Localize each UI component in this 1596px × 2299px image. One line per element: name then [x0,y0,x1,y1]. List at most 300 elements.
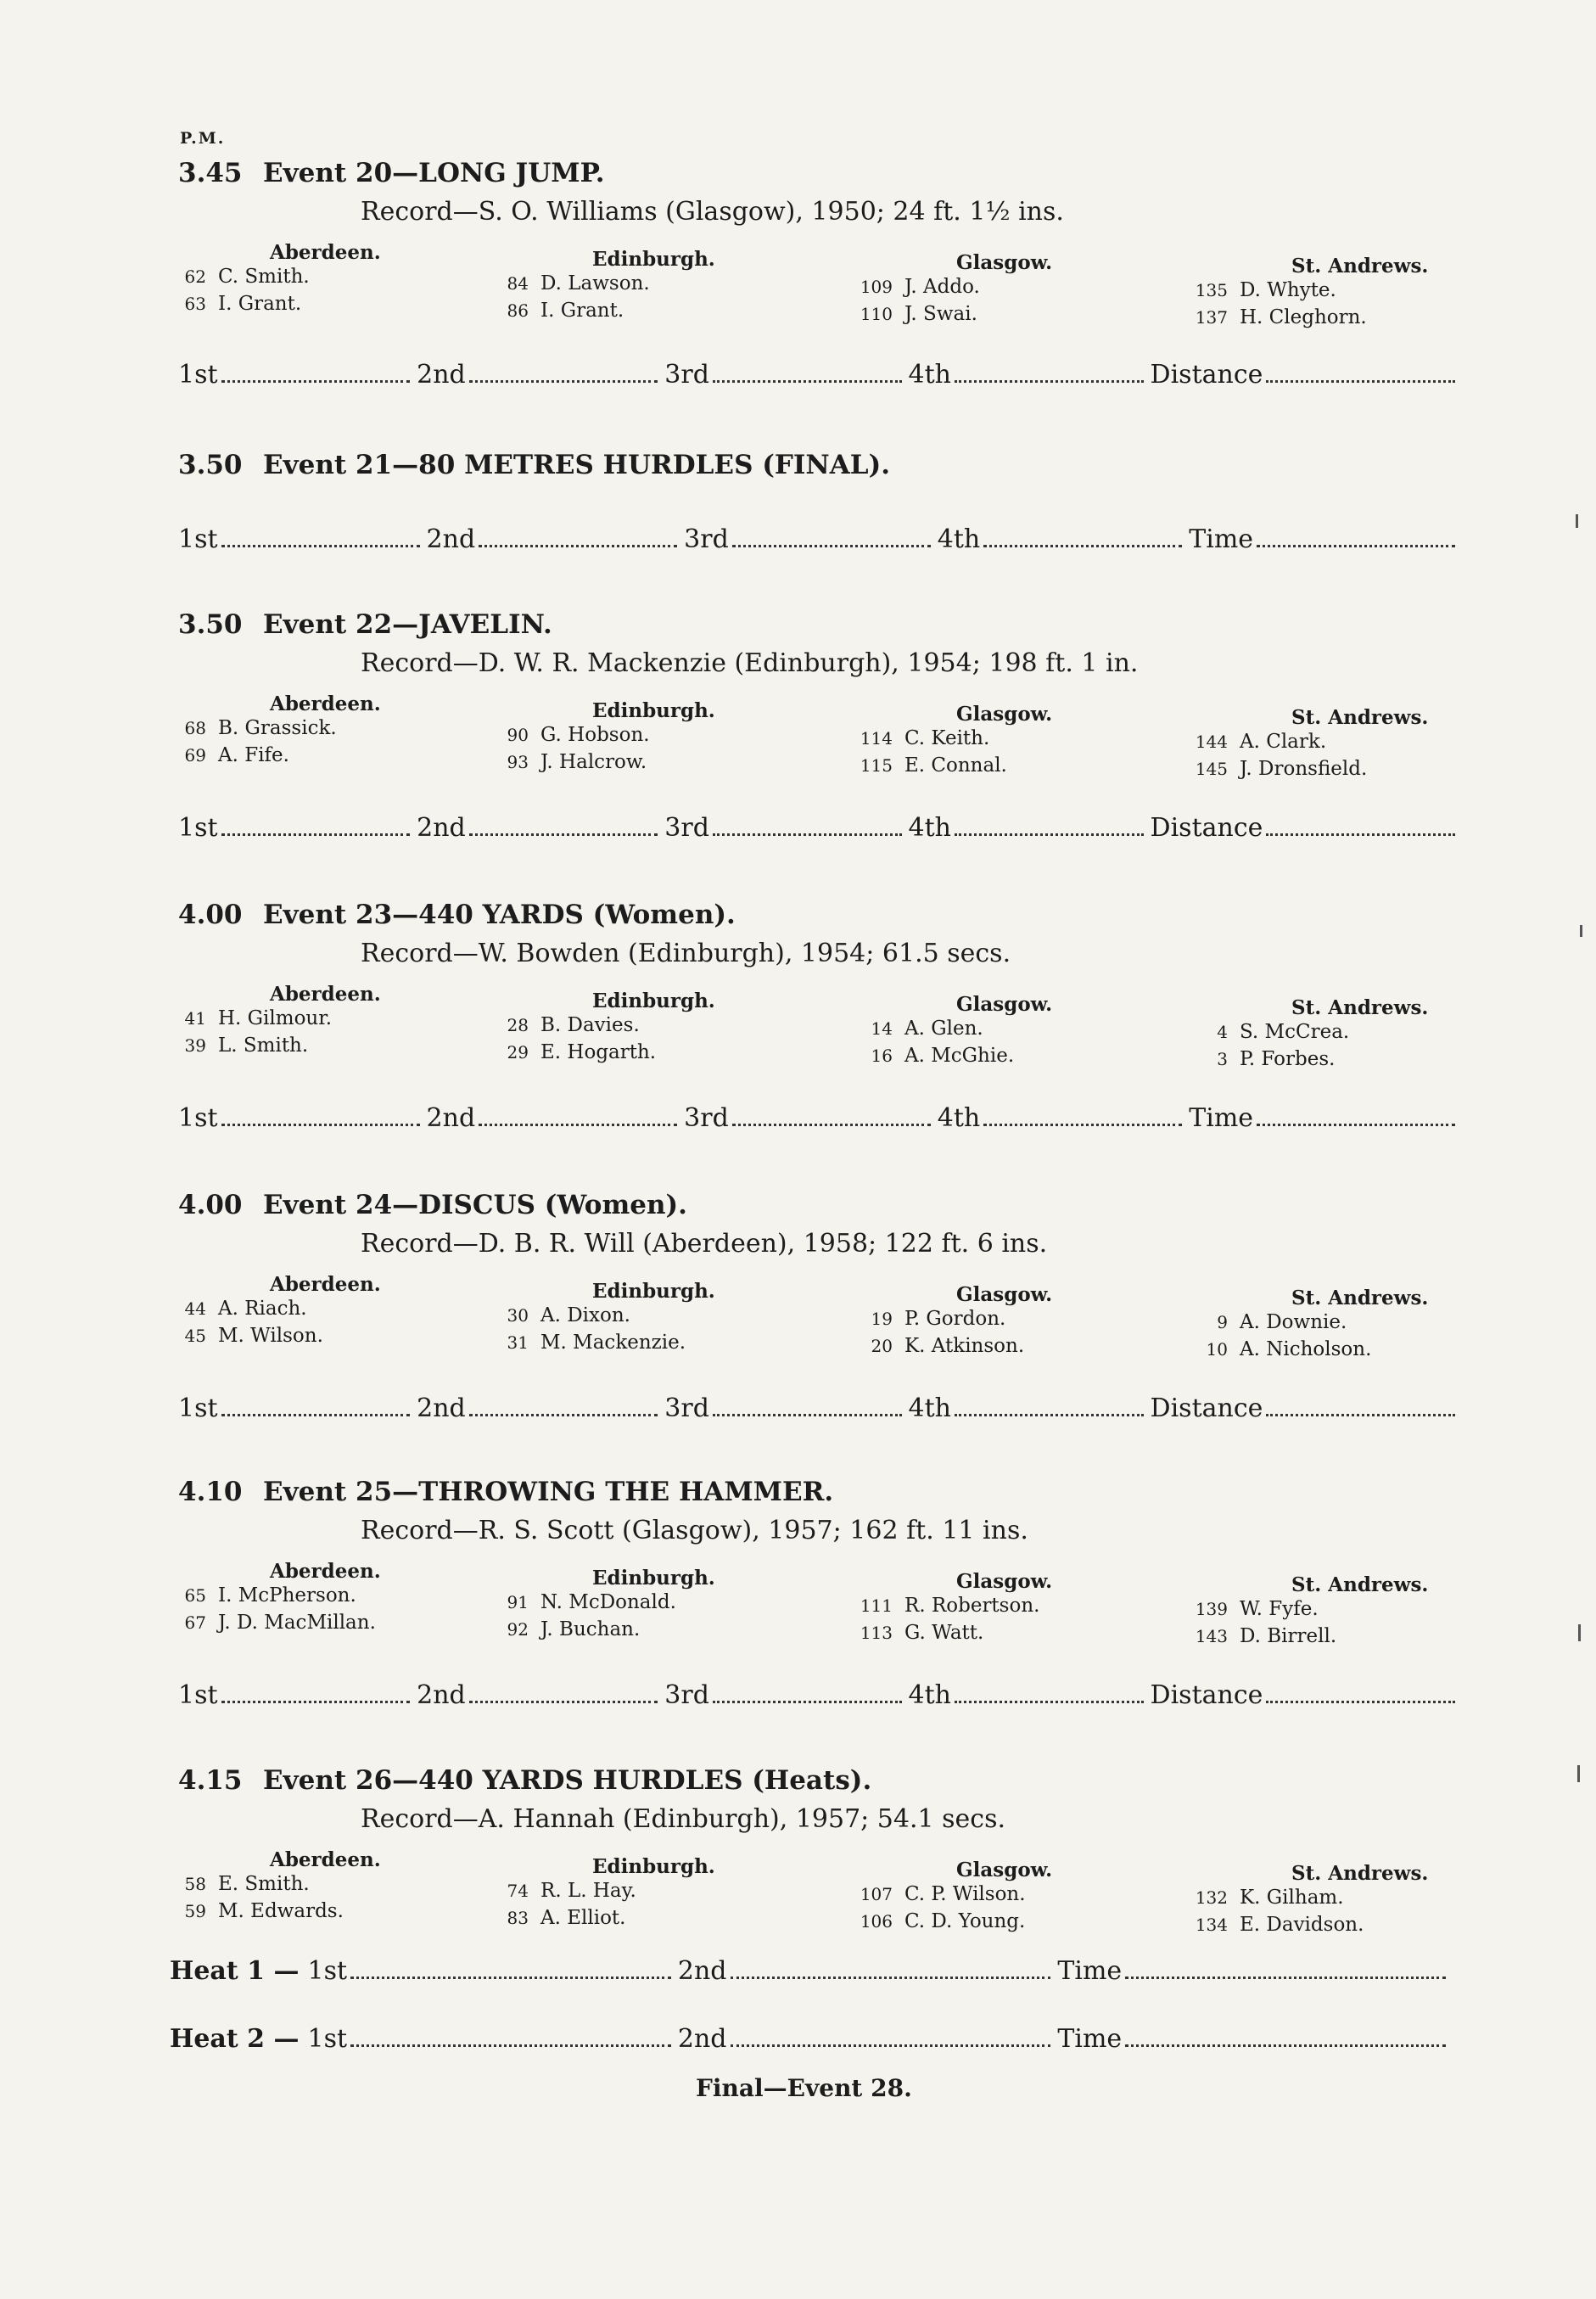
competitor-name: M. Edwards. [218,1900,344,1922]
university-column [1194,1287,1428,1365]
result-blank[interactable] [732,1124,931,1126]
competitor-name: D. Birrell. [1240,1625,1337,1647]
competitor-row [495,1880,715,1907]
result-blank[interactable] [469,1701,658,1703]
competitor-number: 132 [1195,1887,1228,1908]
event-record: Record—R. S. Scott (Glasgow), 1957; 162 ft. 11 ins. [361,1516,1028,1545]
competitor-name: E. Hogarth. [540,1041,657,1063]
competitor-row [495,1041,715,1068]
competitor-name: D. Lawson. [540,272,650,294]
event-time: 3.45 [178,158,243,188]
competitor-name: G. Watt. [904,1622,984,1644]
result-blank[interactable] [1266,380,1455,383]
competitor-number: 86 [507,300,529,321]
result-label: 1st [178,1103,218,1133]
university-heading: St. Andrews. [1291,255,1429,278]
pm-label: P.M. [180,129,226,148]
competitor-name: W. Fyfe. [1240,1598,1319,1620]
result-blank[interactable] [713,833,902,836]
margin-mark [1577,1765,1580,1782]
competitor-number: 114 [860,728,893,749]
result-label: 4th [937,524,981,554]
competitor-name: I. Grant. [540,300,624,322]
result-blank[interactable] [1266,1414,1455,1416]
result-label: Distance [1150,1393,1263,1423]
result-blank[interactable] [221,833,411,836]
result-blank[interactable] [469,833,658,836]
result-blank[interactable] [479,545,677,547]
event-heading [178,1190,687,1220]
competitor-row [172,1900,381,1927]
university-column [1194,706,1428,785]
competitor-number: 16 [871,1046,893,1066]
competitor-name: I. Grant. [218,293,302,315]
event-title: Event 23—440 YARDS (Women). [263,900,736,930]
event-heading [178,450,890,480]
competitor-row [172,717,381,744]
competitor-name: M. Mackenzie. [540,1332,686,1354]
result-label: 1st [178,1393,218,1423]
result-blank[interactable] [713,1414,902,1416]
result-line [178,1103,1455,1133]
result-blank[interactable] [1266,1701,1455,1703]
university-column [859,703,1052,782]
competitor-number: 91 [507,1592,529,1612]
competitor-name: K. Gilham. [1240,1887,1344,1909]
competitor-number: 31 [507,1332,529,1353]
competitor-row [1194,1914,1428,1941]
university-heading: Edinburgh. [592,990,715,1012]
competitor-number: 93 [507,752,529,772]
competitor-name: B. Davies. [540,1014,640,1036]
competitor-number: 30 [507,1305,529,1326]
competitor-number: 29 [507,1042,529,1063]
competitor-row [172,744,381,771]
competitor-row [1194,758,1428,785]
result-blank[interactable] [1257,1124,1455,1126]
university-heading: St. Andrews. [1291,1862,1429,1885]
university-heading: Glasgow. [956,1570,1053,1593]
competitor-name: J. Swai. [904,303,977,325]
competitor-name: P. Forbes. [1240,1048,1336,1070]
event-heading [178,900,736,930]
competitor-number: 67 [184,1612,206,1633]
competitor-name: C. Keith. [904,727,990,749]
heat-field-label: Time [1057,2024,1123,2054]
competitor-row [1194,1598,1428,1625]
result-label: 3rd [664,1680,709,1710]
result-label: 2nd [417,813,466,843]
event-time: 4.00 [178,900,243,930]
competitor-row [495,1304,715,1332]
university-column [495,1280,715,1359]
result-blank[interactable] [955,1414,1144,1416]
competitor-number: 109 [860,277,893,297]
event-heading [178,158,605,188]
result-blank[interactable] [221,380,411,383]
competitor-row [1194,306,1428,334]
competitor-name: A. Nicholson. [1240,1338,1372,1360]
result-label: 4th [908,360,951,390]
result-label: 3rd [684,1103,729,1133]
competitor-name: J. Halcrow. [540,751,647,773]
competitor-name: C. D. Young. [904,1910,1026,1932]
event-title: Event 21—80 METRES HURDLES (FINAL). [263,450,891,480]
competitor-number: 139 [1195,1599,1228,1619]
competitor-name: A. Glen. [904,1018,983,1040]
competitor-row [495,300,715,327]
competitor-name: K. Atkinson. [904,1335,1025,1357]
university-column [1194,255,1428,334]
university-heading: Edinburgh. [592,1855,715,1878]
result-label: 2nd [426,1103,476,1133]
competitor-name: N. McDonald. [540,1591,676,1613]
competitor-name: A. Clark. [1240,731,1327,753]
competitor-number: 135 [1195,280,1228,300]
competitor-row [495,1618,715,1646]
heat-field-label: Time [1057,1956,1123,1986]
university-column [172,1273,381,1352]
event-time: 4.10 [178,1477,243,1507]
event-record: Record—D. B. R. Will (Aberdeen), 1958; 122 ft. 6 ins. [361,1229,1048,1259]
competitor-row [859,1622,1052,1649]
result-blank[interactable] [732,545,931,547]
event-time: 4.15 [178,1765,243,1796]
result-blank[interactable] [469,380,658,383]
competitor-row [172,293,381,320]
competitor-row [495,1332,715,1359]
competitor-row [172,1298,381,1325]
event-title: Event 25—THROWING THE HAMMER. [263,1477,834,1507]
result-label: 3rd [664,813,709,843]
competitor-name: E. Smith. [218,1873,310,1895]
competitor-row [1194,279,1428,306]
result-label: Distance [1150,360,1263,390]
competitor-number: 74 [507,1881,529,1901]
competitor-row [495,272,715,300]
event-title: Event 22—JAVELIN. [263,609,552,640]
university-heading: Edinburgh. [592,1567,715,1590]
result-blank[interactable] [713,380,902,383]
event-time: 4.00 [178,1190,243,1220]
competitor-name: A. Elliot. [540,1907,626,1929]
competitor-number: 145 [1195,759,1228,779]
competitor-number: 39 [184,1035,206,1056]
competitor-number: 137 [1195,307,1228,328]
competitor-number: 106 [860,1911,893,1932]
university-column [859,993,1052,1072]
heat-label: Heat 1 — [170,1956,300,1986]
competitor-row [859,1308,1052,1335]
competitor-row [859,1595,1052,1622]
competitor-row [859,303,1052,330]
event-heading [178,609,552,640]
result-blank[interactable] [713,1701,902,1703]
competitor-name: A. Downie. [1240,1311,1347,1333]
competitor-number: 92 [507,1619,529,1640]
competitor-row [859,754,1052,782]
university-heading: Edinburgh. [592,699,715,722]
result-label: 2nd [417,1393,466,1423]
competitor-row [1194,1887,1428,1914]
event-heading [178,1477,833,1507]
competitor-name: J. Dronsfield. [1240,758,1368,780]
competitor-row [172,1035,381,1062]
competitor-row [495,724,715,751]
competitor-row [172,1584,381,1612]
university-column [495,990,715,1068]
competitor-name: J. Buchan. [540,1618,641,1640]
result-blank[interactable] [479,1124,677,1126]
university-heading: Glasgow. [956,703,1053,726]
heat-field-label: 1st [307,1956,348,1986]
heat-blank[interactable] [731,2044,1051,2047]
university-column [172,241,381,320]
result-blank[interactable] [221,1414,411,1416]
heat-blank[interactable] [350,2044,671,2047]
university-column [1194,1862,1428,1941]
university-heading: Aberdeen. [270,693,381,715]
competitor-number: 113 [860,1623,893,1643]
result-line [178,524,1455,554]
competitor-number: 65 [184,1585,206,1606]
competitor-name: A. Dixon. [540,1304,630,1326]
result-line [178,360,1455,390]
university-heading: St. Andrews. [1291,996,1429,1019]
result-label: 1st [178,1680,218,1710]
university-heading: Glasgow. [956,993,1053,1016]
event-time: 3.50 [178,450,243,480]
competitor-name: P. Gordon. [904,1308,1006,1330]
competitor-row [172,1612,381,1639]
result-label: Distance [1150,1680,1263,1710]
result-label: 3rd [684,524,729,554]
competitor-name: M. Wilson. [218,1325,323,1347]
university-column [1194,1573,1428,1652]
competitor-name: C. Smith. [218,266,310,288]
result-label: 2nd [426,524,476,554]
result-line [178,813,1455,843]
competitor-row [1194,1311,1428,1338]
result-label: 1st [178,813,218,843]
competitor-row [1194,731,1428,758]
competitor-row [859,727,1052,754]
heat-field-label: 2nd [677,2024,727,2054]
competitor-number: 144 [1195,732,1228,752]
competitor-number: 84 [507,273,529,294]
competitor-name: H. Gilmour. [218,1007,333,1029]
result-label: 1st [178,524,218,554]
university-column [172,1560,381,1639]
competitor-row [495,1014,715,1041]
heat-blank[interactable] [731,1977,1051,1979]
competitor-row [1194,1338,1428,1365]
university-heading: Edinburgh. [592,248,715,271]
competitor-row [172,266,381,293]
event-record: Record—S. O. Williams (Glasgow), 1950; 24 ft. 1½ ins. [361,197,1064,227]
competitor-row [859,1910,1052,1937]
event-time: 3.50 [178,609,243,640]
university-column [495,248,715,327]
margin-mark [1580,925,1582,937]
competitor-row [859,1018,1052,1045]
result-blank[interactable] [983,545,1182,547]
competitor-number: 63 [184,294,206,314]
heat-line [170,2024,1453,2054]
university-heading: Aberdeen. [270,1560,381,1583]
result-line [178,1393,1455,1423]
heat-blank[interactable] [1125,1977,1446,1979]
competitor-number: 68 [184,718,206,738]
competitor-number: 58 [184,1874,206,1894]
competitor-row [1194,1021,1428,1048]
university-heading: Edinburgh. [592,1280,715,1303]
university-heading: Glasgow. [956,1283,1053,1306]
university-column [495,1855,715,1934]
result-blank[interactable] [983,1124,1182,1126]
competitor-name: C. P. Wilson. [904,1883,1026,1905]
result-label: 2nd [417,360,466,390]
result-label: 4th [908,1393,951,1423]
university-column [859,251,1052,330]
competitor-row [172,1873,381,1900]
result-blank[interactable] [955,380,1144,383]
competitor-name: A. McGhie. [904,1045,1015,1067]
heat-field-label: 2nd [677,1956,727,1986]
competitor-name: A. Fife. [218,744,289,766]
university-heading: Aberdeen. [270,983,381,1006]
competitor-number: 44 [184,1298,206,1319]
competitor-number: 107 [860,1884,893,1904]
heat-line [170,1956,1453,1986]
competitor-row [172,1325,381,1352]
university-column [172,983,381,1062]
competitor-name: R. L. Hay. [540,1880,636,1902]
competitor-number: 41 [184,1008,206,1029]
competitor-number: 28 [507,1015,529,1035]
result-label: 4th [937,1103,981,1133]
competitor-number: 134 [1195,1915,1228,1935]
event-title: Event 24—DISCUS (Women). [263,1190,687,1220]
event-record: Record—W. Bowden (Edinburgh), 1954; 61.5 secs. [361,939,1011,968]
event-record: Record—D. W. R. Mackenzie (Edinburgh), 1954; 198 ft. 1 in. [361,648,1139,678]
event-title: Event 20—LONG JUMP. [263,158,605,188]
competitor-number: 19 [871,1309,893,1329]
event-title: Event 26—440 YARDS HURDLES (Heats). [263,1765,872,1796]
competitor-name: D. Whyte. [1240,279,1336,301]
competitor-number: 14 [871,1018,893,1039]
result-label: 4th [908,813,951,843]
competitor-number: 110 [860,304,893,324]
competitor-name: B. Grassick. [218,717,337,739]
result-blank[interactable] [221,1124,420,1126]
heat-blank[interactable] [1125,2044,1446,2047]
competitor-number: 115 [860,755,893,776]
result-blank[interactable] [221,545,420,547]
university-heading: Glasgow. [956,251,1053,274]
university-column [495,699,715,778]
competitor-name: I. McPherson. [218,1584,356,1606]
competitor-row [495,1907,715,1934]
university-column [859,1570,1052,1649]
result-label: Time [1189,524,1254,554]
university-heading: St. Andrews. [1291,1573,1429,1596]
competitor-row [859,276,1052,303]
result-label: Distance [1150,813,1263,843]
competitor-name: H. Cleghorn. [1240,306,1367,328]
competitor-row [172,1007,381,1035]
university-column [172,1848,381,1927]
result-blank[interactable] [1266,833,1455,836]
result-label: Time [1189,1103,1254,1133]
university-heading: Glasgow. [956,1859,1053,1881]
competitor-name: L. Smith. [218,1035,309,1057]
result-line [178,1680,1455,1710]
university-column [859,1283,1052,1362]
competitor-number: 3 [1217,1049,1228,1069]
result-blank[interactable] [955,833,1144,836]
competitor-number: 111 [860,1595,893,1616]
competitor-number: 4 [1217,1022,1228,1042]
competitor-row [495,751,715,778]
result-blank[interactable] [1257,545,1455,547]
competitor-number: 62 [184,266,206,287]
event-heading [178,1765,871,1796]
competitor-number: 20 [871,1336,893,1356]
university-column [1194,996,1428,1075]
result-blank[interactable] [221,1701,411,1703]
university-heading: Aberdeen. [270,1273,381,1296]
university-heading: Aberdeen. [270,1848,381,1871]
competitor-number: 143 [1195,1626,1228,1646]
competitor-name: R. Robertson. [904,1595,1040,1617]
university-column [495,1567,715,1646]
result-blank[interactable] [469,1414,658,1416]
result-label: 3rd [664,1393,709,1423]
result-label: 3rd [664,360,709,390]
competitor-name: J. D. MacMillan. [218,1612,376,1634]
competitor-row [859,1335,1052,1362]
competitor-number: 10 [1206,1339,1228,1360]
heat-blank[interactable] [350,1977,671,1979]
margin-mark [1578,1624,1581,1641]
university-heading: Aberdeen. [270,241,381,264]
result-label: 4th [908,1680,951,1710]
competitor-row [495,1591,715,1618]
competitor-number: 90 [507,725,529,745]
competitor-row [1194,1625,1428,1652]
margin-mark [1576,514,1578,528]
competitor-name: J. Addo. [904,276,980,298]
competitor-row [1194,1048,1428,1075]
competitor-name: G. Hobson. [540,724,650,746]
competitor-name: E. Davidson. [1240,1914,1364,1936]
university-heading: St. Andrews. [1291,706,1429,729]
competitor-name: E. Connal. [904,754,1007,777]
heat-label: Heat 2 — [170,2024,300,2054]
competitor-number: 83 [507,1908,529,1928]
university-column [859,1859,1052,1937]
heat-field-label: 1st [307,2024,348,2054]
competitor-number: 45 [184,1326,206,1346]
competitor-row [859,1883,1052,1910]
result-blank[interactable] [955,1701,1144,1703]
competitor-number: 69 [184,745,206,765]
competitor-number: 9 [1217,1312,1228,1332]
result-label: 1st [178,360,218,390]
event-record: Record—A. Hannah (Edinburgh), 1957; 54.1 secs. [361,1804,1006,1834]
university-heading: St. Andrews. [1291,1287,1429,1309]
